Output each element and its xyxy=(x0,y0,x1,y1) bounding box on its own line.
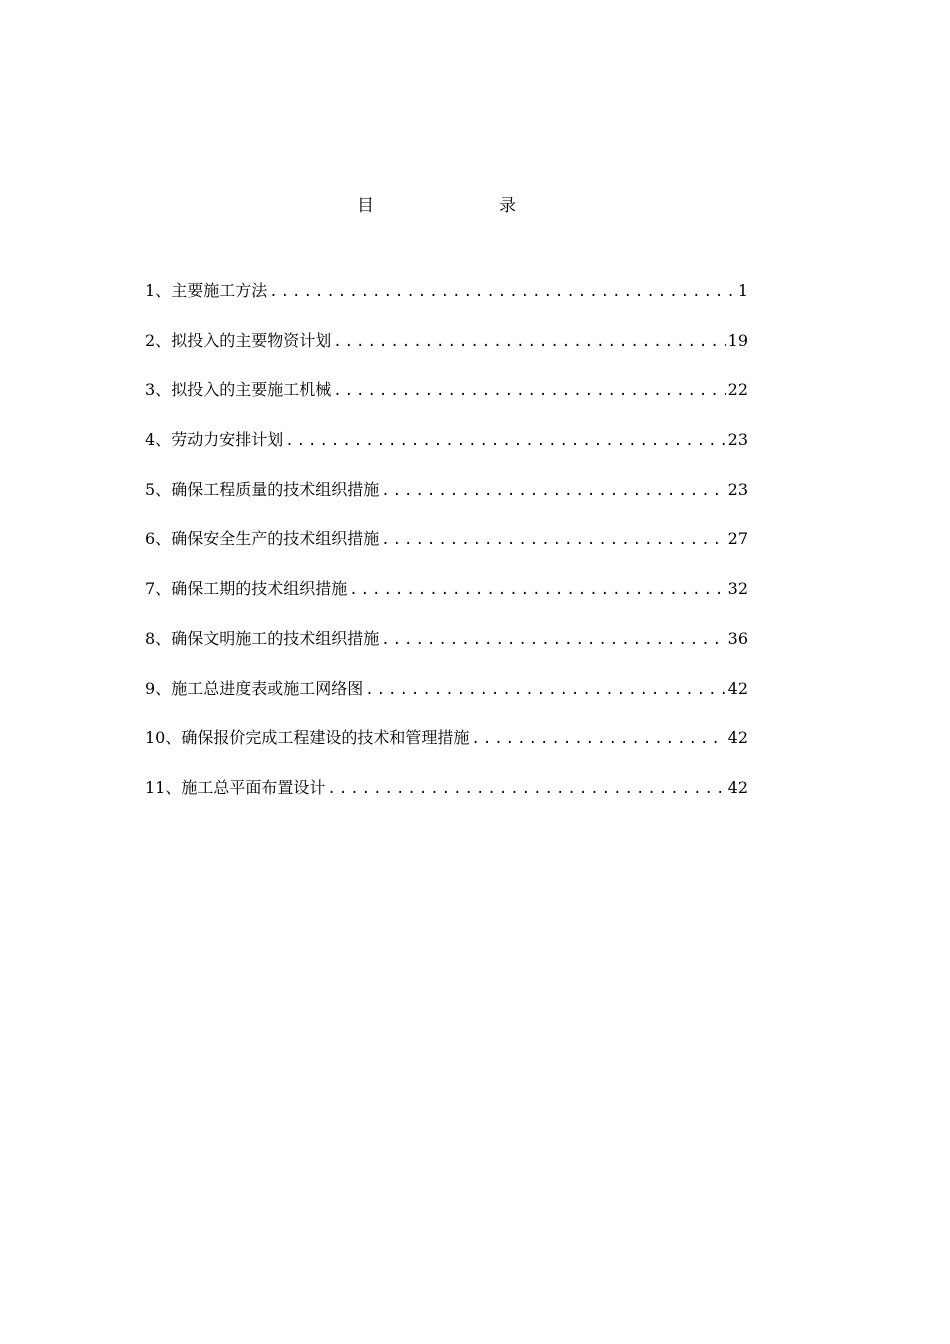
toc-entry[interactable] xyxy=(145,377,748,427)
toc-entry[interactable] xyxy=(145,775,748,825)
toc-title-char: 目 xyxy=(357,196,374,216)
toc-entry[interactable] xyxy=(145,576,748,626)
toc-entry-number: 10、 xyxy=(145,728,182,748)
toc-title-char: 录 xyxy=(499,196,516,216)
dot-leader xyxy=(285,428,725,454)
toc-entry-number: 1、 xyxy=(145,281,172,300)
dot-leader xyxy=(269,279,736,305)
toc-entry[interactable] xyxy=(145,477,748,527)
toc-entry-label: 拟投入的主要施工机械 xyxy=(171,380,332,400)
dot-leader xyxy=(333,378,725,404)
toc-entry-label: 确保文明施工的技术组织措施 xyxy=(171,628,380,648)
dot-leader xyxy=(381,527,725,553)
toc-entry-number: 5、 xyxy=(145,479,172,499)
toc-entry-page: 23 xyxy=(727,479,748,499)
toc-entry-number: 2、 xyxy=(145,330,172,350)
toc-entry-label: 确保安全生产的技术组织措施 xyxy=(171,529,380,549)
toc-entry-number: 8、 xyxy=(145,628,172,648)
dot-leader xyxy=(333,329,725,355)
toc-entry-page: 1 xyxy=(737,281,748,300)
toc-entry-label: 施工总进度表或施工网络图 xyxy=(171,678,364,698)
toc-entry[interactable] xyxy=(145,526,748,576)
toc-entry-page: 42 xyxy=(727,777,748,797)
toc-entry-number: 3、 xyxy=(145,380,172,400)
dot-leader xyxy=(381,627,725,653)
toc-entry-page: 27 xyxy=(727,529,748,549)
toc-entry-page: 36 xyxy=(727,628,748,648)
toc-entry-page: 22 xyxy=(727,380,748,400)
toc-entry-page: 32 xyxy=(727,579,748,599)
toc-entry[interactable] xyxy=(145,328,748,378)
toc-entry-label: 拟投入的主要物资计划 xyxy=(171,330,332,350)
toc-entry-label: 确保工程质量的技术组织措施 xyxy=(171,479,380,499)
dot-leader xyxy=(381,478,725,504)
toc-entry-label: 确保报价完成工程建设的技术和管理措施 xyxy=(181,728,470,748)
toc-entry-page: 23 xyxy=(727,430,748,450)
toc-entry-page: 42 xyxy=(727,678,748,698)
toc-entry-number: 9、 xyxy=(145,678,172,698)
toc-entry-label: 施工总平面布置设计 xyxy=(181,777,326,797)
toc-list xyxy=(145,278,748,825)
toc-entry-page: 19 xyxy=(727,330,748,350)
toc-entry[interactable] xyxy=(145,626,748,676)
toc-entry-label: 主要施工方法 xyxy=(171,281,268,300)
toc-entry-number: 11、 xyxy=(145,777,182,797)
toc-entry-number: 4、 xyxy=(145,430,172,450)
toc-entry-number: 6、 xyxy=(145,529,172,549)
toc-entry-page: 42 xyxy=(727,728,748,748)
dot-leader xyxy=(349,577,725,603)
dot-leader xyxy=(471,726,725,752)
toc-entry[interactable] xyxy=(145,725,748,775)
toc-entry-number: 7、 xyxy=(145,579,172,599)
toc-entry[interactable] xyxy=(145,278,748,328)
toc-title xyxy=(0,194,950,218)
dot-leader xyxy=(327,776,725,802)
toc-entry-label: 劳动力安排计划 xyxy=(171,430,284,450)
toc-entry[interactable] xyxy=(145,427,748,477)
dot-leader xyxy=(365,677,725,703)
toc-entry[interactable] xyxy=(145,676,748,726)
toc-entry-label: 确保工期的技术组织措施 xyxy=(171,579,348,599)
